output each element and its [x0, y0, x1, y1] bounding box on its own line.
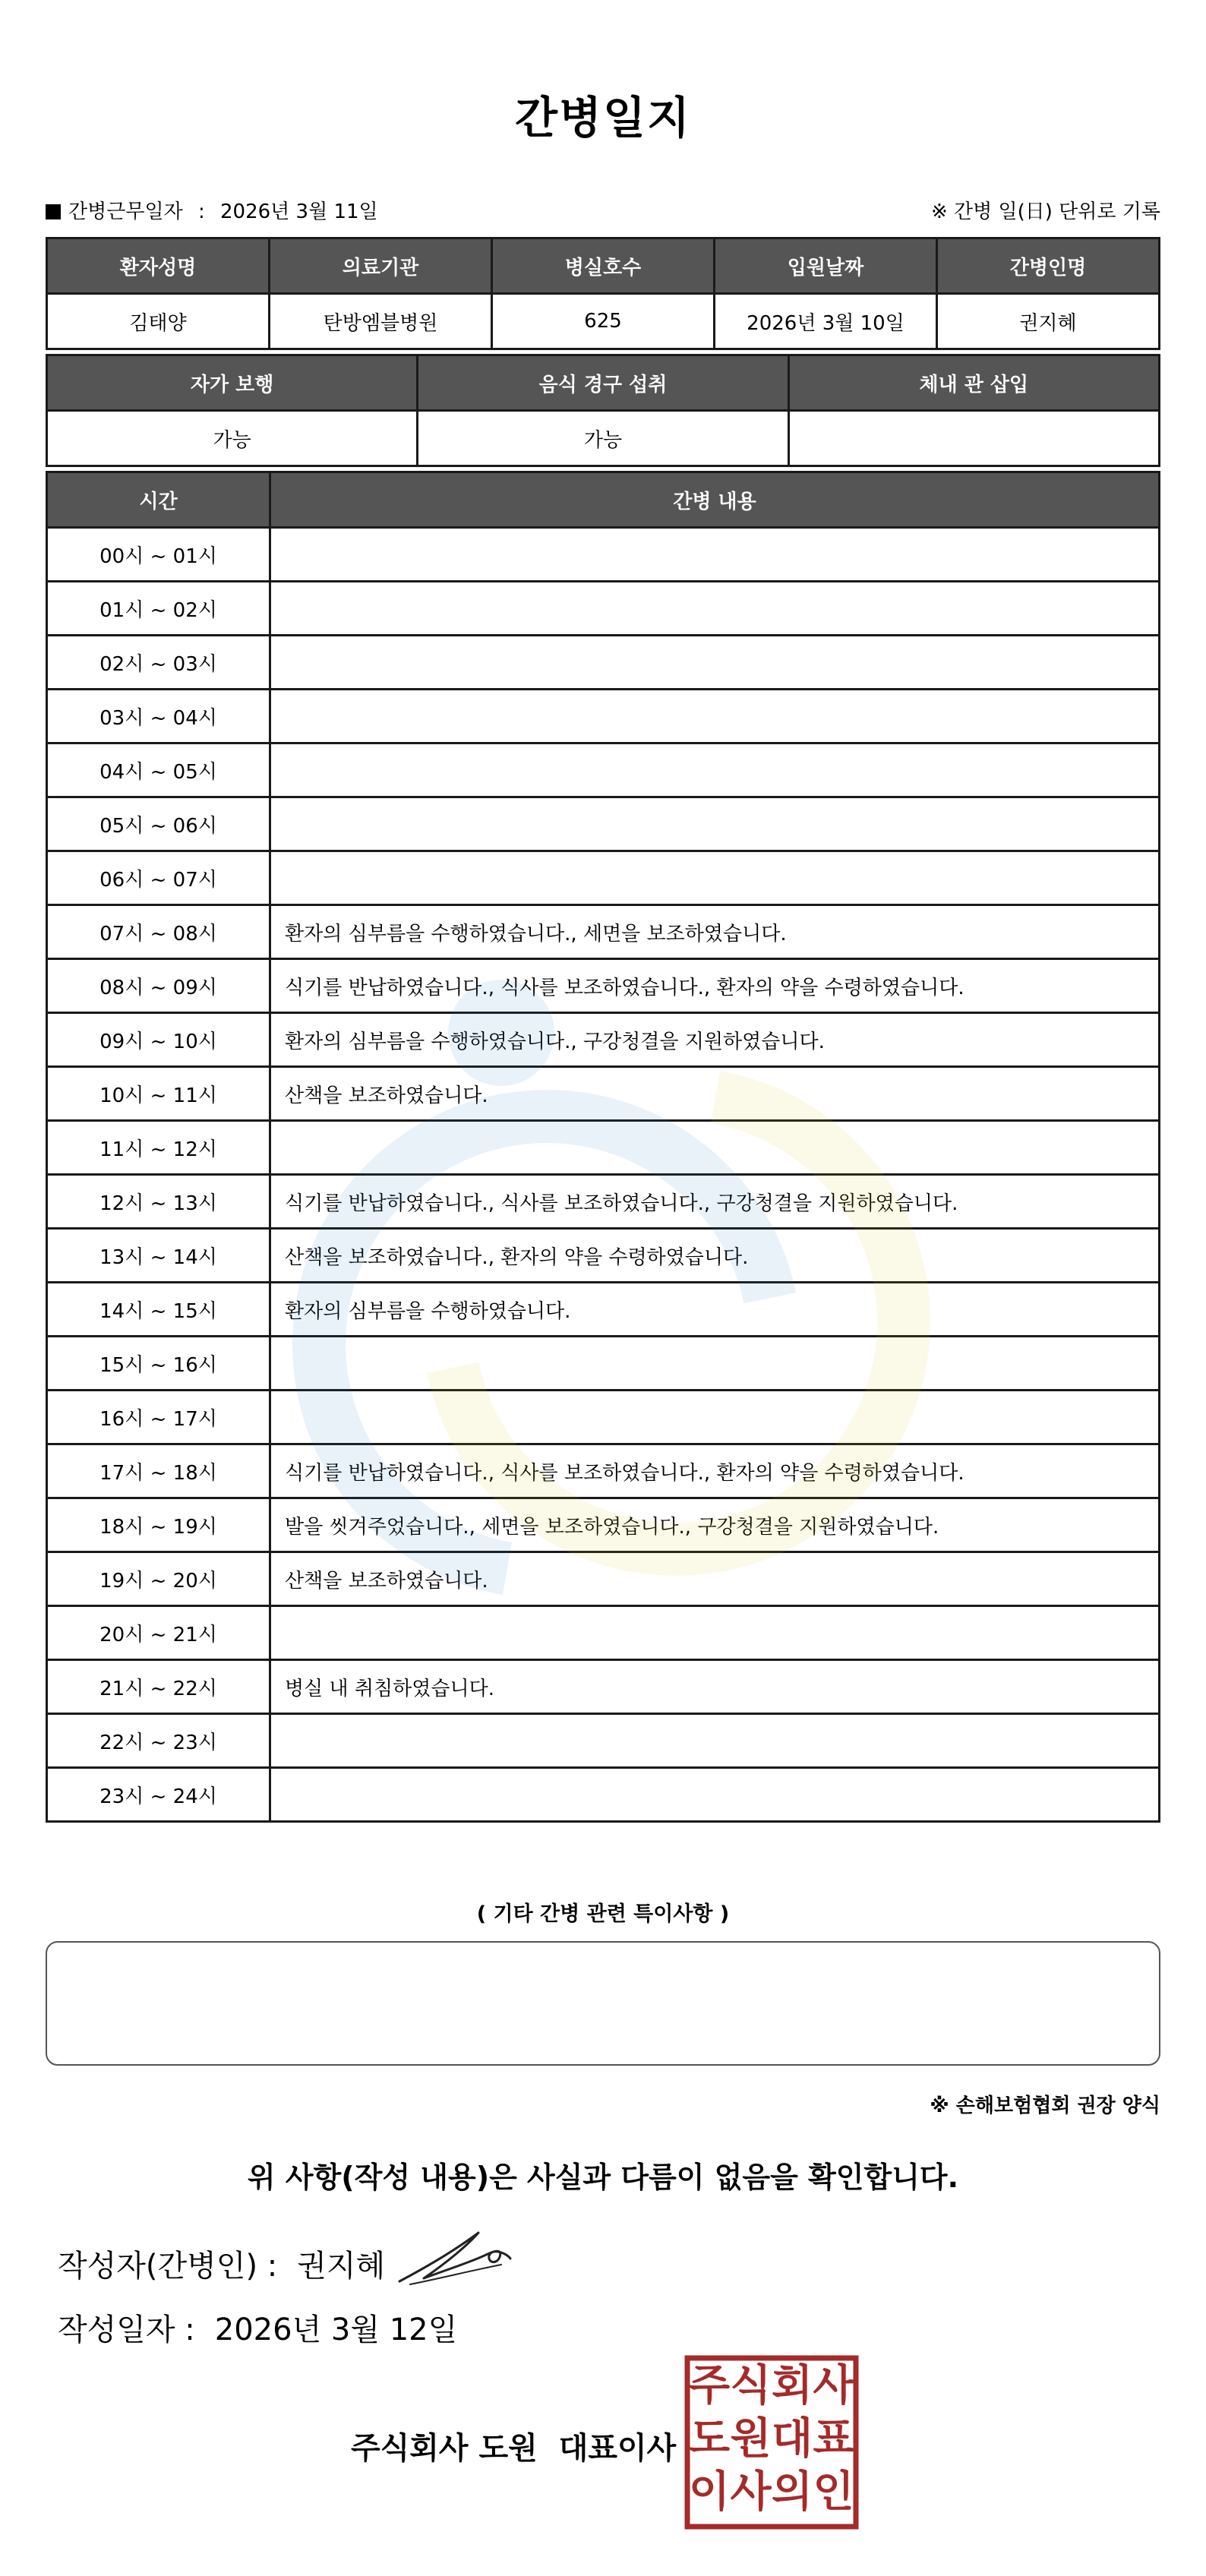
table-row [47, 797, 1160, 851]
table-row [47, 743, 1160, 797]
table-row [47, 959, 1160, 1013]
work-date-separator: : [197, 200, 205, 223]
company-name: 주식회사 도원 [351, 2431, 538, 2466]
care-content-cell [270, 528, 1160, 582]
time-slot-cell: 19시 ~ 20시 [47, 1552, 270, 1606]
seal-characters [689, 2361, 855, 2517]
work-date-line [46, 196, 378, 224]
written-date-value: 2026년 3월 12일 [214, 2312, 458, 2347]
writer-line [58, 2242, 385, 2285]
table-row [47, 1121, 1160, 1175]
care-content-cell: 발을 씻겨주었습니다., 세면을 보조하였습니다., 구강청결을 지원하였습니다. [270, 1498, 1160, 1552]
time-slot-cell: 03시 ~ 04시 [47, 690, 270, 743]
handwritten-signature [395, 2225, 516, 2289]
record-unit-note: ※ 간병 일(日) 단위로 기록 [930, 200, 1160, 223]
time-slot-cell: 08시 ~ 09시 [47, 959, 270, 1013]
seal-char: 대 [771, 2414, 813, 2464]
time-column-header: 시간 [47, 472, 270, 528]
time-slot-cell: 04시 ~ 05시 [47, 743, 270, 797]
time-slot-cell: 11시 ~ 12시 [47, 1121, 270, 1175]
table-row [47, 1552, 1160, 1606]
care-content-cell [270, 797, 1160, 851]
patient-name-header: 환자성명 [47, 238, 270, 294]
admission-date-value: 2026년 3월 10일 [715, 294, 937, 349]
time-slot-cell: 13시 ~ 14시 [47, 1229, 270, 1283]
oral-intake-header: 음식 경구 섭취 [418, 355, 788, 411]
table-row [47, 851, 1160, 905]
written-date-label: 작성일자 : [58, 2312, 195, 2347]
care-content-cell: 식기를 반납하였습니다., 식사를 보조하였습니다., 환자의 약을 수령하였습니다. [270, 959, 1160, 1013]
care-content-cell: 병실 내 취침하였습니다. [270, 1660, 1160, 1714]
company-seal-stamp [684, 2354, 860, 2530]
written-date-line [58, 2306, 457, 2349]
time-slot-cell: 05시 ~ 06시 [47, 797, 270, 851]
self-walking-value: 가능 [47, 411, 418, 466]
oral-intake-value: 가능 [418, 411, 788, 466]
care-content-cell: 환자의 심부름을 수행하였습니다., 구강청결을 지원하였습니다. [270, 1013, 1160, 1067]
time-slot-cell: 09시 ~ 10시 [47, 1013, 270, 1067]
patient-name-value: 김태양 [47, 294, 270, 349]
care-content-column-header: 간병 내용 [270, 472, 1160, 528]
writer-name: 권지혜 [297, 2249, 386, 2284]
time-slot-cell: 06시 ~ 07시 [47, 851, 270, 905]
table-row [47, 1175, 1160, 1229]
table-row [47, 1013, 1160, 1067]
care-content-cell [270, 1714, 1160, 1768]
time-slot-cell: 20시 ~ 21시 [47, 1606, 270, 1660]
care-content-cell [270, 1391, 1160, 1444]
time-slot-cell: 07시 ~ 08시 [47, 905, 270, 959]
seal-char: 사 [813, 2361, 854, 2410]
seal-char: 의 [771, 2467, 813, 2517]
table-row [47, 1067, 1160, 1121]
table-row [47, 1391, 1160, 1444]
table-row [47, 1337, 1160, 1391]
seal-char: 주 [688, 2361, 731, 2410]
hospital-header: 의료기관 [270, 238, 492, 294]
care-content-cell [270, 1606, 1160, 1660]
time-slot-cell: 17시 ~ 18시 [47, 1444, 270, 1498]
remarks-box [46, 1941, 1160, 2066]
tube-insertion-header: 체내 관 삽입 [788, 355, 1159, 411]
work-date-value: 2026년 3월 11일 [220, 200, 378, 223]
time-slot-cell: 15시 ~ 16시 [47, 1337, 270, 1391]
caregiver-name-value: 권지혜 [937, 294, 1160, 349]
time-slot-cell: 02시 ~ 03시 [47, 636, 270, 690]
work-date-label: 간병근무일자 [68, 200, 183, 223]
room-number-value: 625 [492, 294, 715, 349]
seal-char: 이 [688, 2467, 731, 2517]
seal-char: 회 [771, 2361, 813, 2410]
seal-char: 인 [813, 2467, 854, 2517]
care-content-cell [270, 743, 1160, 797]
table-row [47, 1444, 1160, 1498]
table-row [47, 1768, 1160, 1822]
table-row [47, 1606, 1160, 1660]
care-content-cell: 환자의 심부름을 수행하였습니다. [270, 1283, 1160, 1337]
admission-date-header: 입원날짜 [715, 238, 937, 294]
hospital-value: 탄방엠블병원 [270, 294, 492, 349]
care-content-cell [270, 690, 1160, 743]
table-row [47, 1229, 1160, 1283]
table-row [47, 1283, 1160, 1337]
seal-char: 사 [730, 2467, 772, 2517]
time-slot-cell: 00시 ~ 01시 [47, 528, 270, 582]
table-row [47, 582, 1160, 636]
time-slot-cell: 14시 ~ 15시 [47, 1283, 270, 1337]
care-content-cell: 산책을 보조하였습니다. [270, 1067, 1160, 1121]
confirmation-statement: 위 사항(작성 내용)은 사실과 다름이 없음을 확인합니다. [247, 2161, 959, 2194]
time-slot-cell: 22시 ~ 23시 [47, 1714, 270, 1768]
seal-char: 원 [730, 2414, 772, 2464]
time-slot-cell: 16시 ~ 17시 [47, 1391, 270, 1444]
seal-char: 도 [688, 2414, 731, 2464]
time-slot-cell: 23시 ~ 24시 [47, 1768, 270, 1822]
caregiver-name-header: 간병인명 [937, 238, 1160, 294]
table-row [47, 1714, 1160, 1768]
tube-insertion-value [788, 411, 1159, 466]
care-content-cell [270, 1337, 1160, 1391]
seal-char: 표 [813, 2414, 854, 2464]
time-slot-cell: 18시 ~ 19시 [47, 1498, 270, 1552]
table-row [47, 1660, 1160, 1714]
patient-info-table [46, 237, 1160, 350]
company-representative: 대표이사 [558, 2431, 677, 2466]
remarks-title: ( 기타 간병 관련 특이사항 ) [476, 1902, 730, 1926]
care-content-cell [270, 851, 1160, 905]
table-row [47, 528, 1160, 582]
table-row [47, 1498, 1160, 1552]
self-walking-header: 자가 보행 [47, 355, 418, 411]
care-content-cell [270, 1121, 1160, 1175]
care-content-cell: 식기를 반납하였습니다., 식사를 보조하였습니다., 환자의 약을 수령하였습니다. [270, 1444, 1160, 1498]
table-row [47, 690, 1160, 743]
time-slot-cell: 21시 ~ 22시 [47, 1660, 270, 1714]
care-content-cell: 산책을 보조하였습니다., 환자의 약을 수령하였습니다. [270, 1229, 1160, 1283]
care-content-cell: 환자의 심부름을 수행하였습니다., 세면을 보조하였습니다. [270, 905, 1160, 959]
care-content-cell: 산책을 보조하였습니다. [270, 1552, 1160, 1606]
care-content-cell [270, 1768, 1160, 1822]
care-content-cell: 식기를 반납하였습니다., 식사를 보조하였습니다., 구강청결을 지원하였습니다. [270, 1175, 1160, 1229]
care-log-table [46, 471, 1160, 1823]
table-row [47, 905, 1160, 959]
patient-status-table [46, 354, 1160, 467]
time-slot-cell: 10시 ~ 11시 [47, 1067, 270, 1121]
page-title: 간병일지 [514, 92, 692, 144]
company-line [351, 2424, 676, 2467]
room-number-header: 병실호수 [492, 238, 715, 294]
time-slot-cell: 12시 ~ 13시 [47, 1175, 270, 1229]
seal-char: 식 [730, 2361, 772, 2410]
table-row [47, 636, 1160, 690]
time-slot-cell: 01시 ~ 02시 [47, 582, 270, 636]
care-content-cell [270, 582, 1160, 636]
square-bullet-icon [46, 204, 61, 219]
writer-label: 작성자(간병인) : [58, 2249, 278, 2284]
care-content-cell [270, 636, 1160, 690]
care-log-body [47, 528, 1160, 1822]
form-recommendation-note: ※ 손해보험협회 권장 양식 [930, 2095, 1160, 2117]
